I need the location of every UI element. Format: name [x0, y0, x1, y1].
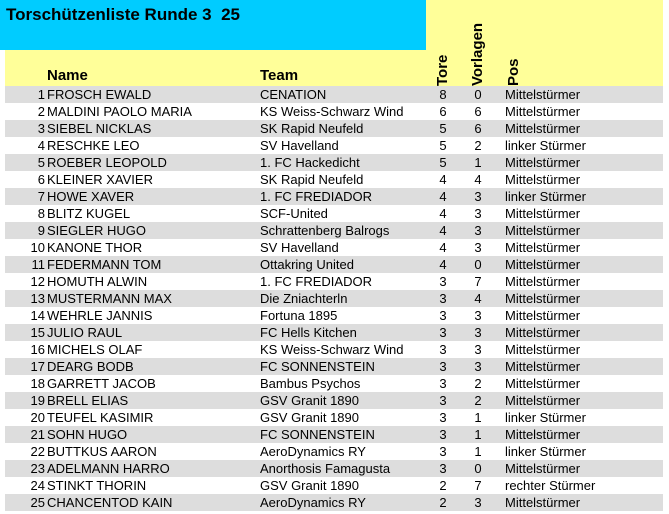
- cell-tore: 5: [439, 155, 447, 170]
- cell-team: FC Hells Kitchen: [260, 325, 357, 340]
- cell-rank: 25: [30, 495, 45, 510]
- cell-rank: 4: [37, 138, 45, 153]
- table-row: [5, 137, 663, 154]
- cell-team: AeroDynamics RY: [260, 495, 366, 510]
- cell-team: GSV Granit 1890: [260, 393, 359, 408]
- cell-rank: 18: [30, 376, 45, 391]
- cell-tore: 8: [439, 87, 447, 102]
- cell-tore: 5: [439, 138, 447, 153]
- cell-tore: 3: [439, 325, 447, 340]
- cell-name: SIEGLER HUGO: [47, 223, 146, 238]
- cell-pos: Mittelstürmer: [505, 155, 581, 170]
- cell-pos: Mittelstürmer: [505, 427, 581, 442]
- cell-vorlagen: 3: [474, 308, 482, 323]
- cell-name: FROSCH EWALD: [47, 87, 152, 102]
- cell-pos: linker Stürmer: [505, 189, 586, 204]
- cell-team: CENATION: [260, 87, 327, 102]
- page-title: Torschützenliste Runde 3 25: [6, 5, 240, 24]
- cell-vorlagen: 0: [474, 257, 482, 272]
- cell-name: ROEBER LEOPOLD: [47, 155, 167, 170]
- cell-name: BUTTKUS AARON: [47, 444, 157, 459]
- table-row: [5, 290, 663, 307]
- cell-name: HOMUTH ALWIN: [47, 274, 148, 289]
- cell-rank: 19: [30, 393, 45, 408]
- cell-name: HOWE XAVER: [47, 189, 135, 204]
- cell-rank: 22: [30, 444, 45, 459]
- cell-team: SV Havelland: [260, 240, 339, 255]
- cell-team: KS Weiss-Schwarz Wind: [260, 342, 404, 357]
- cell-tore: 2: [439, 495, 447, 510]
- cell-team: FC SONNENSTEIN: [260, 427, 375, 442]
- cell-tore: 3: [439, 359, 447, 374]
- cell-team: Schrattenberg Balrogs: [260, 223, 390, 238]
- cell-pos: Mittelstürmer: [505, 461, 581, 476]
- cell-name: ADELMANN HARRO: [47, 461, 170, 476]
- cell-tore: 3: [439, 393, 447, 408]
- cell-name: MUSTERMANN MAX: [47, 291, 172, 306]
- cell-tore: 4: [439, 206, 447, 221]
- cell-name: KLEINER XAVIER: [47, 172, 153, 187]
- cell-name: DEARG BODB: [47, 359, 134, 374]
- cell-pos: Mittelstürmer: [505, 393, 581, 408]
- rotated-header-band: [426, 0, 663, 86]
- cell-name: SOHN HUGO: [47, 427, 128, 442]
- cell-name: CHANCENTOD KAIN: [47, 495, 173, 510]
- cell-pos: Mittelstürmer: [505, 257, 581, 272]
- cell-pos: Mittelstürmer: [505, 172, 581, 187]
- cell-name: WEHRLE JANNIS: [47, 308, 153, 323]
- cell-name: STINKT THORIN: [47, 478, 147, 493]
- cell-tore: 3: [439, 342, 447, 357]
- cell-rank: 23: [30, 461, 45, 476]
- table-row: [5, 171, 663, 188]
- cell-tore: 3: [439, 274, 447, 289]
- cell-team: Fortuna 1895: [260, 308, 338, 323]
- cell-vorlagen: 4: [474, 172, 482, 187]
- cell-tore: 3: [439, 444, 447, 459]
- table-row: [5, 341, 663, 358]
- cell-pos: Mittelstürmer: [505, 121, 581, 136]
- cell-team: Anorthosis Famagusta: [260, 461, 391, 476]
- cell-team: SK Rapid Neufeld: [260, 172, 364, 187]
- cell-name: BRELL ELIAS: [47, 393, 129, 408]
- cell-tore: 3: [439, 308, 447, 323]
- table-row: [5, 307, 663, 324]
- table-row: [5, 392, 663, 409]
- cell-vorlagen: 4: [474, 291, 482, 306]
- cell-name: MALDINI PAOLO MARIA: [47, 104, 192, 119]
- table-row: [5, 154, 663, 171]
- cell-rank: 9: [37, 223, 45, 238]
- cell-rank: 6: [37, 172, 45, 187]
- cell-pos: Mittelstürmer: [505, 359, 581, 374]
- cell-pos: rechter Stürmer: [505, 478, 596, 493]
- table-row: [5, 205, 663, 222]
- table-row: [5, 494, 663, 511]
- cell-tore: 3: [439, 410, 447, 425]
- cell-rank: 20: [30, 410, 45, 425]
- header-team: Team: [260, 67, 299, 84]
- table-row: [5, 409, 663, 426]
- cell-name: KANONE THOR: [47, 240, 143, 255]
- cell-rank: 3: [37, 121, 45, 136]
- cell-pos: linker Stürmer: [505, 444, 586, 459]
- cell-team: Bambus Psychos: [260, 376, 361, 391]
- header-tore: Tore: [434, 54, 451, 86]
- cell-tore: 4: [439, 172, 447, 187]
- cell-team: SK Rapid Neufeld: [260, 121, 364, 136]
- cell-team: FC SONNENSTEIN: [260, 359, 375, 374]
- cell-vorlagen: 6: [474, 104, 482, 119]
- cell-name: RESCHKE LEO: [47, 138, 140, 153]
- cell-rank: 1: [37, 87, 45, 102]
- table-row: [5, 222, 663, 239]
- cell-rank: 13: [30, 291, 45, 306]
- cell-team: 1. FC FREDIADOR: [260, 189, 372, 204]
- cell-tore: 3: [439, 461, 447, 476]
- title-bar: [0, 0, 426, 50]
- cell-vorlagen: 3: [474, 325, 482, 340]
- cell-vorlagen: 3: [474, 359, 482, 374]
- cell-vorlagen: 3: [474, 206, 482, 221]
- cell-pos: Mittelstürmer: [505, 291, 581, 306]
- cell-rank: 10: [30, 240, 45, 255]
- cell-name: BLITZ KUGEL: [47, 206, 131, 221]
- cell-vorlagen: 3: [474, 342, 482, 357]
- cell-pos: linker Stürmer: [505, 410, 586, 425]
- cell-tore: 4: [439, 189, 447, 204]
- cell-tore: 5: [439, 121, 447, 136]
- cell-name: TEUFEL KASIMIR: [47, 410, 154, 425]
- cell-pos: Mittelstürmer: [505, 274, 581, 289]
- cell-team: GSV Granit 1890: [260, 410, 359, 425]
- cell-rank: 14: [30, 308, 45, 323]
- table-row: [5, 375, 663, 392]
- cell-team: GSV Granit 1890: [260, 478, 359, 493]
- cell-pos: Mittelstürmer: [505, 104, 581, 119]
- cell-pos: Mittelstürmer: [505, 206, 581, 221]
- cell-team: KS Weiss-Schwarz Wind: [260, 104, 404, 119]
- table-row: [5, 256, 663, 273]
- cell-vorlagen: 3: [474, 495, 482, 510]
- cell-team: Die Zniachterln: [260, 291, 348, 306]
- cell-tore: 4: [439, 257, 447, 272]
- cell-rank: 15: [30, 325, 45, 340]
- cell-vorlagen: 2: [474, 376, 482, 391]
- table-row: [5, 426, 663, 443]
- cell-vorlagen: 2: [474, 138, 482, 153]
- cell-rank: 21: [30, 427, 45, 442]
- cell-rank: 11: [31, 257, 45, 272]
- cell-name: JULIO RAUL: [47, 325, 123, 340]
- cell-tore: 3: [439, 291, 447, 306]
- table-row: [5, 273, 663, 290]
- table-row: [5, 477, 663, 494]
- cell-vorlagen: 3: [474, 240, 482, 255]
- cell-pos: Mittelstürmer: [505, 376, 581, 391]
- cell-team: AeroDynamics RY: [260, 444, 366, 459]
- cell-vorlagen: 3: [474, 223, 482, 238]
- cell-vorlagen: 1: [474, 410, 482, 425]
- cell-team: 1. FC Hackedicht: [260, 155, 360, 170]
- table-row: [5, 460, 663, 477]
- cell-rank: 12: [30, 274, 45, 289]
- cell-tore: 2: [439, 478, 447, 493]
- cell-vorlagen: 2: [474, 393, 482, 408]
- cell-rank: 17: [30, 359, 45, 374]
- cell-vorlagen: 7: [474, 478, 482, 493]
- table-row: [5, 239, 663, 256]
- cell-team: SV Havelland: [260, 138, 339, 153]
- cell-team: 1. FC FREDIADOR: [260, 274, 372, 289]
- header-vorlagen: Vorlagen: [469, 22, 486, 86]
- cell-name: GARRETT JACOB: [47, 376, 156, 391]
- cell-name: MICHELS OLAF: [47, 342, 143, 357]
- cell-pos: Mittelstürmer: [505, 87, 581, 102]
- cell-tore: 4: [439, 240, 447, 255]
- cell-pos: Mittelstürmer: [505, 495, 581, 510]
- cell-vorlagen: 7: [474, 274, 482, 289]
- cell-rank: 8: [37, 206, 45, 221]
- cell-vorlagen: 6: [474, 121, 482, 136]
- cell-pos: Mittelstürmer: [505, 240, 581, 255]
- cell-tore: 3: [439, 376, 447, 391]
- cell-rank: 24: [30, 478, 45, 493]
- table-row: [5, 443, 663, 460]
- cell-pos: linker Stürmer: [505, 138, 586, 153]
- cell-rank: 2: [37, 104, 45, 119]
- cell-vorlagen: 1: [474, 427, 482, 442]
- table-row: [5, 324, 663, 341]
- cell-tore: 6: [439, 104, 447, 119]
- scorer-table-body: [5, 86, 663, 511]
- cell-rank: 7: [37, 189, 45, 204]
- cell-tore: 4: [439, 223, 447, 238]
- table-row: [5, 120, 663, 137]
- cell-vorlagen: 1: [474, 155, 482, 170]
- table-row: [5, 358, 663, 375]
- header-name: Name: [47, 67, 88, 84]
- cell-rank: 16: [30, 342, 45, 357]
- cell-vorlagen: 0: [474, 461, 482, 476]
- cell-vorlagen: 3: [474, 189, 482, 204]
- cell-tore: 3: [439, 427, 447, 442]
- table-row: [5, 86, 663, 103]
- cell-pos: Mittelstürmer: [505, 342, 581, 357]
- cell-team: Ottakring United: [260, 257, 354, 272]
- header-pos: Pos: [505, 58, 522, 86]
- cell-team: SCF-United: [260, 206, 328, 221]
- cell-vorlagen: 1: [474, 444, 482, 459]
- table-row: [5, 103, 663, 120]
- cell-name: SIEBEL NICKLAS: [47, 121, 152, 136]
- cell-pos: Mittelstürmer: [505, 308, 581, 323]
- cell-rank: 5: [37, 155, 45, 170]
- cell-name: FEDERMANN TOM: [47, 257, 162, 272]
- cell-vorlagen: 0: [474, 87, 482, 102]
- cell-pos: Mittelstürmer: [505, 325, 581, 340]
- table-row: [5, 188, 663, 205]
- cell-pos: Mittelstürmer: [505, 223, 581, 238]
